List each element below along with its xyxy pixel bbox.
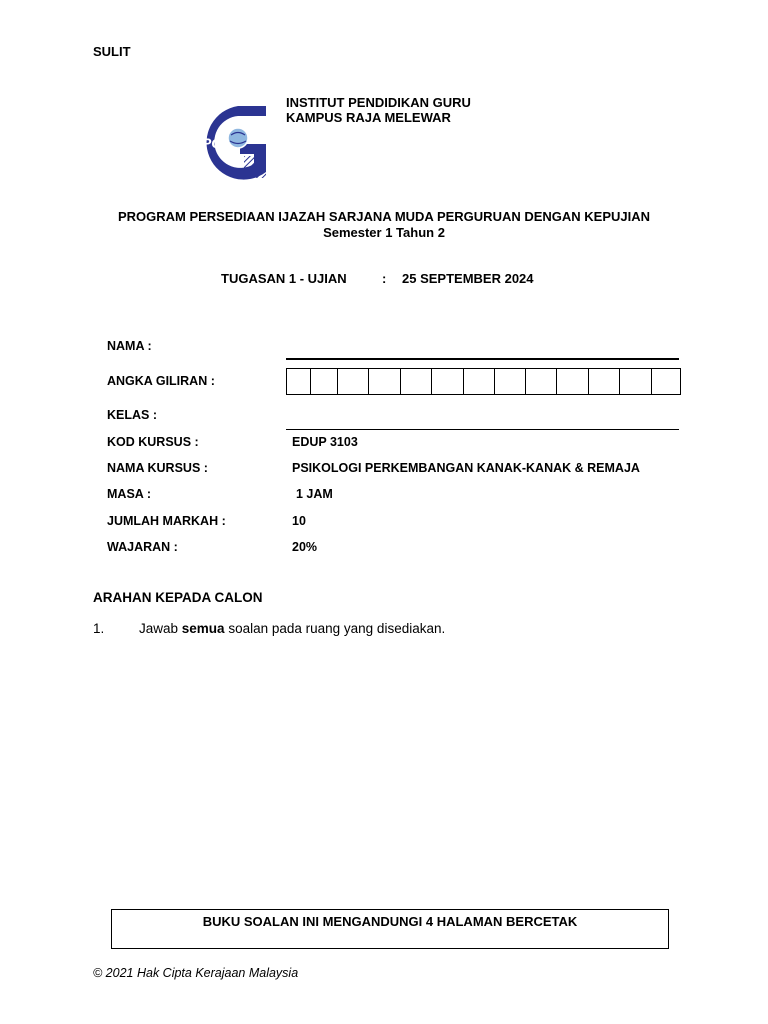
instruction-emphasis: semua [181,621,225,636]
id-box[interactable] [287,369,311,394]
institute-name: INSTITUT PENDIDIKAN GURU [286,95,471,110]
nama-input-line[interactable] [286,358,679,360]
logo-text: iPG [198,135,223,151]
id-box[interactable] [432,369,464,394]
id-box[interactable] [620,369,652,394]
jumlah-markah-label: JUMLAH MARKAH : [107,514,226,528]
program-title: PROGRAM PERSEDIAAN IJAZAH SARJANA MUDA PERGURUAN DENGAN KEPUJIAN [117,209,651,224]
id-box[interactable] [526,369,557,394]
instruction-text-before: Jawab [139,621,182,636]
wajaran-value: 20% [292,540,318,554]
id-box[interactable] [369,369,401,394]
angka-giliran-label: ANGKA GILIRAN : [107,374,215,388]
kod-kursus-value: EDUP 3103 [292,435,358,449]
jumlah-markah-value: 10 [292,514,306,528]
masa-label: MASA : [107,487,151,501]
id-box[interactable] [589,369,620,394]
id-box[interactable] [338,369,369,394]
kelas-label: KELAS : [107,408,157,422]
id-box[interactable] [311,369,338,394]
assessment-separator: : [382,271,387,286]
instruction-number: 1. [93,621,105,636]
kod-kursus-label: KOD KURSUS : [107,435,199,449]
id-box[interactable] [652,369,680,394]
wajaran-label: WAJARAN : [107,540,178,554]
instruction-text-after: soalan pada ruang yang disediakan. [224,621,446,636]
semester-label: Semester 1 Tahun 2 [323,225,445,240]
ipg-logo [196,102,268,180]
assessment-label: TUGASAN 1 - UJIAN [221,271,347,286]
page-count-text: BUKU SOALAN INI MENGANDUNGI 4 HALAMAN BERCETAK [202,914,578,929]
kelas-input-line[interactable] [286,429,679,430]
masa-value: 1 JAM [296,487,333,501]
nama-label: NAMA : [107,339,152,353]
page-count-box [111,909,669,949]
classification-label: SULIT [93,44,131,59]
id-box[interactable] [557,369,589,394]
copyright-notice: © 2021 Hak Cipta Kerajaan Malaysia [93,966,299,980]
campus-name: KAMPUS RAJA MELEWAR [286,110,451,125]
id-box[interactable] [401,369,432,394]
instruction-text [139,621,445,636]
nama-kursus-value: PSIKOLOGI PERKEMBANGAN KANAK-KANAK & REMAJA [292,461,640,475]
id-box[interactable] [464,369,495,394]
id-box[interactable] [495,369,526,394]
assessment-date: 25 SEPTEMBER 2024 [402,271,534,286]
angka-giliran-boxes[interactable] [286,368,681,395]
nama-kursus-label: NAMA KURSUS : [107,461,208,475]
instructions-heading: ARAHAN KEPADA CALON [93,590,263,605]
ipg-logo-graphic [196,102,268,180]
